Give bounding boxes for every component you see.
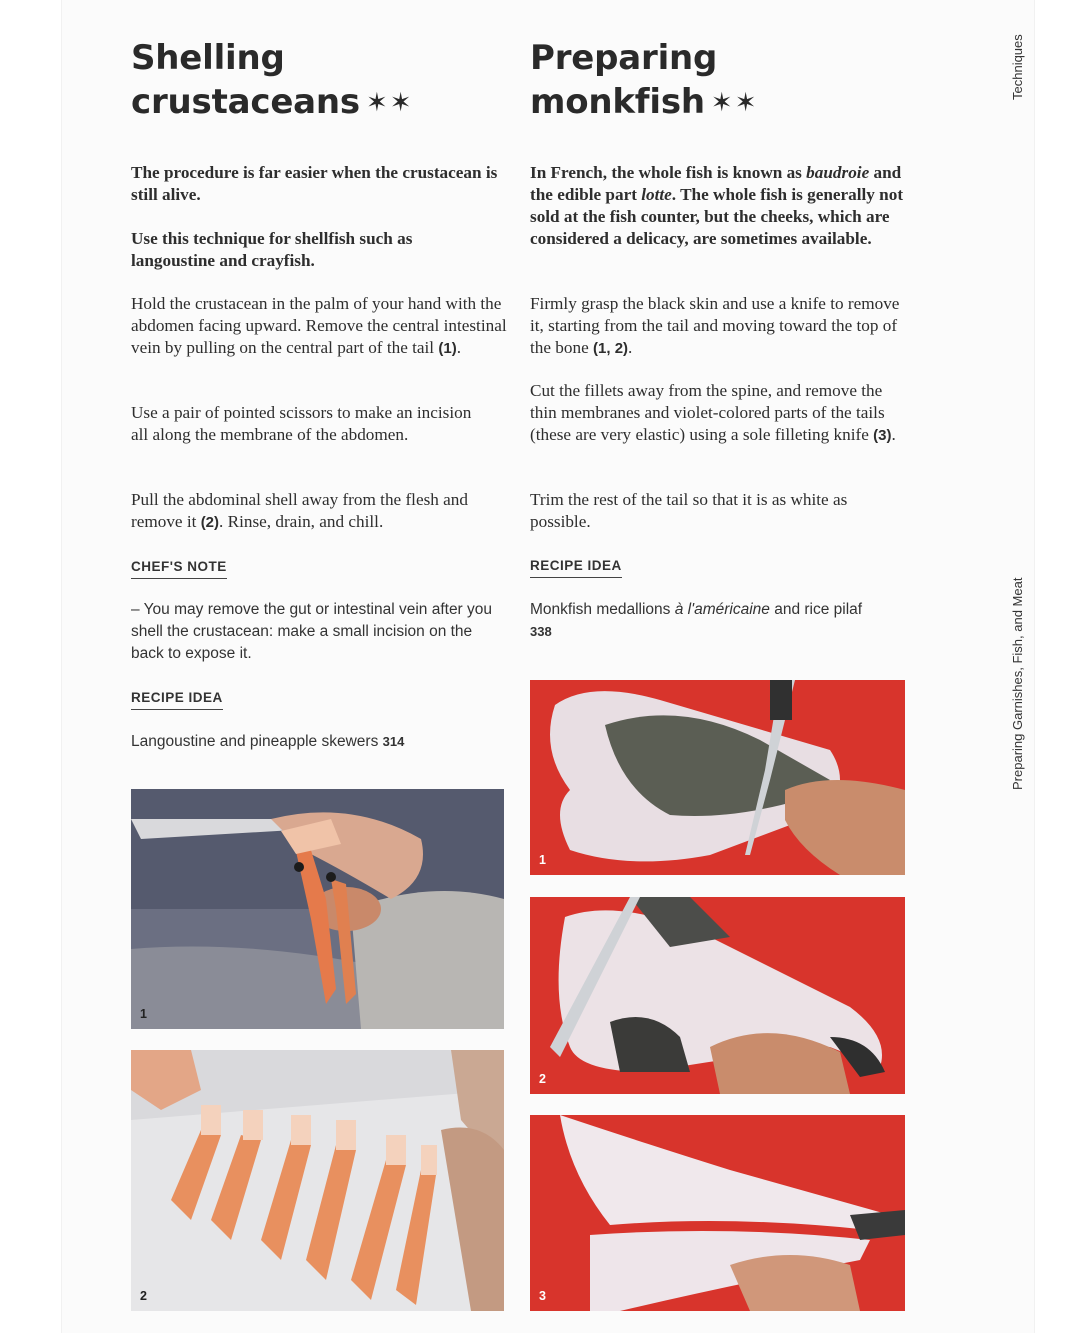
right-step-1-ref: (1, 2) — [593, 340, 629, 357]
right-step-2-ref: (3) — [873, 427, 892, 444]
right-recipe-page: 338 — [530, 624, 552, 639]
langoustine-photo-2 — [131, 1050, 504, 1311]
left-title-line1: Shelling — [131, 38, 285, 78]
right-recipe-italic: à l'américaine — [674, 601, 770, 618]
right-intro-italic-1: baudroie — [806, 163, 870, 182]
right-title-line1: Preparing — [530, 38, 718, 78]
left-step-1-ref: (1) — [438, 340, 457, 357]
left-step-3-text: Pull the abdominal shell away from the flesh and remove it — [131, 490, 468, 531]
monkfish-photo-3-image — [530, 1115, 905, 1311]
right-title-line2: monkfish — [530, 82, 705, 122]
left-intro-1: The procedure is far easier when the crustacean is still alive. — [131, 163, 498, 204]
left-step-3 — [131, 489, 491, 534]
right-step-1: Firmly grasp the black skin and use a knife to remove it, starting from the tail and moving toward the top of the bone (1, 2). — [530, 294, 900, 357]
right-intro-text-c: . The whole fish is generally not sold at the fish counter, but the cheeks, which are considered a delicacy, are sometimes available. — [530, 185, 904, 248]
sidebar-bottom-label: Preparing Garnishes, Fish, and Meat — [1010, 577, 1025, 790]
langoustine-photo-1-image — [131, 789, 504, 1029]
right-title — [530, 36, 930, 125]
photo-number-1: 1 — [539, 853, 546, 867]
left-title — [131, 36, 531, 125]
left-recipe-page: 314 — [382, 734, 405, 749]
left-step-1-text: Hold the crustacean in the palm of your hand with the abdomen facing upward. Remove the central intestinal vein by pulling on the central part of the tail — [131, 294, 507, 357]
monkfish-photo-2-image — [530, 897, 905, 1094]
left-step-3-text-b: . Rinse, drain, and chill. — [219, 512, 384, 531]
monkfish-photo-3 — [530, 1115, 905, 1311]
left-recipe-label: RECIPE IDEA — [131, 690, 223, 710]
monkfish-photo-1-image — [530, 680, 905, 875]
right-recipe-text-b: and rice pilaf — [774, 601, 863, 618]
left-title-line2: crustaceans — [131, 82, 360, 122]
photo-number-2: 2 — [140, 1289, 147, 1303]
right-step-2-text: Cut the fillets away from the spine, and remove the thin membranes and violet-colored parts of the tails (these are very elastic) using a sole filleting knife — [530, 381, 885, 444]
left-step-2: Use a pair of pointed scissors to make an incision all along the membrane of the abdomen. — [131, 403, 472, 444]
right-step-1-text: Firmly grasp the black skin and use a knife to remove it, starting from the tail and moving toward the top of the bone — [530, 294, 900, 357]
photo-number-3: 3 — [539, 1289, 546, 1303]
left-step-1: Hold the crustacean in the palm of your hand with the abdomen facing upward. Remove the central intestinal vein by pulling on the central part of the tail (1). — [131, 294, 507, 357]
left-recipe-idea — [131, 731, 506, 753]
chefs-note-text: – You may remove the gut or intestinal vein after you shell the crustacean: make a small incision on the back to expose it. — [131, 601, 493, 662]
monkfish-photo-2 — [530, 897, 905, 1094]
sidebar-top-label: Techniques — [1010, 34, 1025, 100]
left-recipe-text: Langoustine and pineapple skewers — [131, 733, 379, 750]
left-intro-2: Use this technique for shellfish such as langoustine and crayfish. — [131, 229, 413, 270]
right-recipe-label: RECIPE IDEA — [530, 558, 622, 578]
photo-number-1: 1 — [140, 1007, 147, 1021]
right-step-3: Trim the rest of the tail so that it is as white as possible. — [530, 490, 848, 531]
right-step-2: Cut the fillets away from the spine, and remove the thin membranes and violet-colored parts of the tails (these are very elastic) using a sole filleting knife (3). — [530, 381, 896, 444]
langoustine-photo-1 — [131, 789, 504, 1029]
left-step-3-ref: (2) — [200, 514, 220, 531]
langoustine-photo-2-image — [131, 1050, 504, 1311]
monkfish-photo-1 — [530, 680, 905, 875]
right-recipe-idea — [530, 599, 875, 643]
photo-number-2: 2 — [539, 1072, 546, 1086]
right-intro — [530, 162, 906, 250]
right-recipe-text-a: Monkfish medallions — [530, 601, 671, 618]
right-intro-italic-2: lotte — [641, 185, 672, 204]
right-intro-text-a: In French, the whole fish is known as — [530, 163, 802, 182]
right-intro-text-b: and the edible part — [530, 163, 902, 204]
difficulty-stars-icon: ✶✶ — [365, 88, 414, 118]
difficulty-stars-icon: ✶✶ — [710, 88, 759, 118]
chefs-note-label: CHEF'S NOTE — [131, 559, 227, 579]
